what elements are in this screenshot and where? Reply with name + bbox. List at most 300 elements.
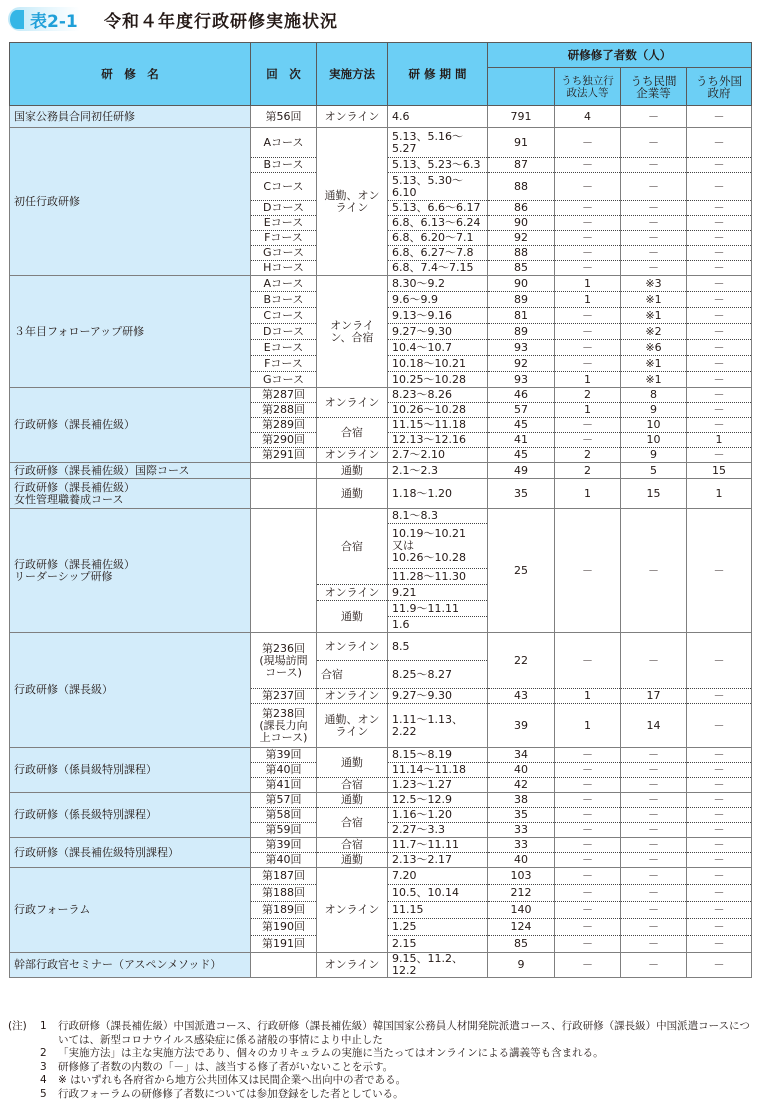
cell-private: 17 xyxy=(621,689,687,704)
cell-private: 9 xyxy=(621,448,687,463)
cell-round: Dコース xyxy=(251,201,317,216)
cell-period: 8.25～8.27 xyxy=(388,661,488,689)
footnotes xyxy=(8,1020,753,1101)
cell-iai: 2 xyxy=(555,448,621,463)
cell-iai: 1 xyxy=(555,276,621,292)
footnote-item xyxy=(8,1074,753,1088)
cell-round xyxy=(251,463,317,479)
cell-total: 88 xyxy=(488,173,555,201)
cell-method: 合宿 xyxy=(317,808,388,838)
cell-iai: － xyxy=(555,128,621,158)
cell-period: 5.13、5.23～6.3 xyxy=(388,158,488,173)
footnote-text: ※ はいずれも各府省から地方公共団体又は民間企業へ出向中の者である。 xyxy=(58,1074,407,1086)
cell-total: 9 xyxy=(488,953,555,978)
cell-total: 124 xyxy=(488,919,555,936)
cell-method: オンライン xyxy=(317,388,388,418)
header-period: 研 修 期 間 xyxy=(388,43,488,106)
cell-period: 5.13、6.6～6.17 xyxy=(388,201,488,216)
cell-period: 6.8、7.4～7.15 xyxy=(388,261,488,276)
header-round: 回 次 xyxy=(251,43,317,106)
cell-total: 791 xyxy=(488,106,555,128)
cell-private: － xyxy=(621,106,687,128)
table-row xyxy=(10,388,752,403)
cell-method: オンライン xyxy=(317,689,388,704)
cell-private: － xyxy=(621,633,687,689)
footnote-number: 3 xyxy=(40,1060,47,1073)
row-name: 行政研修（係員級特別課程） xyxy=(10,748,251,793)
cell-total: 90 xyxy=(488,216,555,231)
cell-method: オンライン xyxy=(317,868,388,953)
cell-private: ※1 xyxy=(621,308,687,324)
cell-period: 8.1～8.3 xyxy=(388,509,488,524)
table-row xyxy=(10,128,752,158)
cell-iai: － xyxy=(555,919,621,936)
cell-total: 33 xyxy=(488,838,555,853)
footnote-indent xyxy=(8,1074,40,1088)
cell-round: Bコース xyxy=(251,158,317,173)
cell-private: － xyxy=(621,158,687,173)
cell-foreign: － xyxy=(687,173,752,201)
cell-total: 33 xyxy=(488,823,555,838)
cell-round: 第39回 xyxy=(251,748,317,763)
table-row xyxy=(10,793,752,808)
cell-iai: － xyxy=(555,763,621,778)
header-sub-private: うち民間企業等 xyxy=(621,68,687,106)
cell-foreign: － xyxy=(687,356,752,372)
cell-total: 90 xyxy=(488,276,555,292)
cell-period: 4.6 xyxy=(388,106,488,128)
cell-period: 2.1～2.3 xyxy=(388,463,488,479)
cell-iai: － xyxy=(555,340,621,356)
cell-total: 85 xyxy=(488,261,555,276)
row-name-line1: 行政研修（課長補佐級） xyxy=(14,480,135,494)
cell-iai: 1 xyxy=(555,403,621,418)
footnote-text: 行政フォーラムの研修修了者数については参加登録をした者としている。 xyxy=(58,1087,404,1100)
cell-round: 第237回 xyxy=(251,689,317,704)
cell-round: 第290回 xyxy=(251,433,317,448)
cell-foreign: － xyxy=(687,953,752,978)
footnote-number: 1 xyxy=(40,1020,47,1032)
cell-method: 通勤、オンライン xyxy=(317,704,388,748)
cell-foreign: － xyxy=(687,292,752,308)
cell-period: 9.27～9.30 xyxy=(388,689,488,704)
cell-iai: － xyxy=(555,158,621,173)
cell-foreign: 1 xyxy=(687,479,752,509)
cell-iai: 1 xyxy=(555,689,621,704)
cell-private: － xyxy=(621,793,687,808)
cell-period: 11.15 xyxy=(388,902,488,919)
footnote-text: 行政研修（課長補佐級）中国派遣コース、行政研修（課長補佐級）韓国国家公務員人材開発院派遣コース、行政研修（課長級）中国派遣コースについては、新型コロナウイルス感染症に係る諸般の事情により中止した xyxy=(58,1020,750,1046)
cell-private: ※6 xyxy=(621,340,687,356)
cell-iai: － xyxy=(555,838,621,853)
cell-period: 5.13、5.16～5.27 xyxy=(388,128,488,158)
cell-iai: － xyxy=(555,808,621,823)
cell-period: 8.30～9.2 xyxy=(388,276,488,292)
cell-iai: － xyxy=(555,823,621,838)
period-line: 10.19～10.21 xyxy=(392,527,466,540)
cell-foreign: － xyxy=(687,372,752,388)
cell-period: 11.28～11.30 xyxy=(388,569,488,585)
cell-foreign: － xyxy=(687,853,752,868)
cell-method: 通勤 xyxy=(317,853,388,868)
row-name: 行政研修（課長補佐級） xyxy=(10,388,251,463)
cell-period: 9.21 xyxy=(388,585,488,601)
cell-private: － xyxy=(621,953,687,978)
table-row xyxy=(10,509,752,524)
footnote-item xyxy=(8,1061,753,1075)
period-line: 10.26～10.28 xyxy=(392,551,466,564)
cell-round: 第56回 xyxy=(251,106,317,128)
cell-round xyxy=(251,953,317,978)
cell-period: 11.15～11.18 xyxy=(388,418,488,433)
cell-round-blank xyxy=(251,509,317,633)
row-name: 初任行政研修 xyxy=(10,128,251,276)
cell-foreign: － xyxy=(687,689,752,704)
row-name: 行政研修（課長補佐級特別課程） xyxy=(10,838,251,868)
cell-foreign: － xyxy=(687,231,752,246)
cell-round: Cコース xyxy=(251,173,317,201)
cell-round: Gコース xyxy=(251,246,317,261)
header-total-blank xyxy=(488,68,555,106)
cell-period: 8.15～8.19 xyxy=(388,748,488,763)
cell-total: 89 xyxy=(488,292,555,308)
row-name: 行政研修（課長補佐級）国際コース xyxy=(10,463,251,479)
cell-round: 第189回 xyxy=(251,902,317,919)
cell-iai: － xyxy=(555,173,621,201)
table-row xyxy=(10,276,752,292)
cell-foreign: － xyxy=(687,748,752,763)
cell-total: 212 xyxy=(488,885,555,902)
cell-period xyxy=(388,704,488,748)
cell-method: 合宿 xyxy=(317,509,388,585)
cell-foreign: － xyxy=(687,936,752,953)
cell-iai: － xyxy=(555,633,621,689)
table-row xyxy=(10,479,752,509)
cell-total: 45 xyxy=(488,448,555,463)
cell-iai: － xyxy=(555,793,621,808)
cell-period: 10.18～10.21 xyxy=(388,356,488,372)
cell-iai: － xyxy=(555,509,621,633)
cell-foreign: － xyxy=(687,919,752,936)
footnote-indent xyxy=(8,1088,40,1102)
cell-iai: － xyxy=(555,902,621,919)
cell-round: 第287回 xyxy=(251,388,317,403)
cell-iai: 2 xyxy=(555,388,621,403)
row-name xyxy=(10,509,251,633)
footnote-text: 研修修了者数の内数の「－」は、該当する修了者がいないことを示す。 xyxy=(58,1060,394,1073)
cell-foreign: － xyxy=(687,158,752,173)
cell-private: － xyxy=(621,919,687,936)
cell-round: 第191回 xyxy=(251,936,317,953)
table-row xyxy=(10,953,752,978)
cell-foreign: － xyxy=(687,324,752,340)
cell-round: Fコース xyxy=(251,231,317,246)
cell-private: － xyxy=(621,261,687,276)
cell-round: Eコース xyxy=(251,216,317,231)
cell-iai: － xyxy=(555,246,621,261)
row-name xyxy=(10,479,251,509)
cell-total: 49 xyxy=(488,463,555,479)
cell-foreign: － xyxy=(687,246,752,261)
row-name-line2: リーダーシップ研修 xyxy=(14,569,113,583)
cell-method: オンライン xyxy=(317,106,388,128)
cell-method: 通勤 xyxy=(317,793,388,808)
cell-round xyxy=(251,633,317,689)
cell-method: 合宿 xyxy=(317,838,388,853)
row-name: 国家公務員合同初任研修 xyxy=(10,106,251,128)
cell-foreign: － xyxy=(687,808,752,823)
cell-iai: － xyxy=(555,231,621,246)
cell-foreign: － xyxy=(687,823,752,838)
cell-private: － xyxy=(621,748,687,763)
cell-foreign: － xyxy=(687,201,752,216)
cell-iai: 2 xyxy=(555,463,621,479)
cell-method: オンライン xyxy=(317,953,388,978)
cell-private: 10 xyxy=(621,433,687,448)
cell-private: － xyxy=(621,853,687,868)
cell-total: 38 xyxy=(488,793,555,808)
cell-iai: － xyxy=(555,778,621,793)
cell-foreign: － xyxy=(687,509,752,633)
cell-foreign: － xyxy=(687,340,752,356)
cell-period: 6.8、6.20～7.1 xyxy=(388,231,488,246)
footnote-item xyxy=(8,1088,753,1102)
cell-period: 12.13～12.16 xyxy=(388,433,488,448)
cell-total: 88 xyxy=(488,246,555,261)
cell-iai: － xyxy=(555,308,621,324)
cell-iai: － xyxy=(555,936,621,953)
cell-round: 第57回 xyxy=(251,793,317,808)
cell-round: Bコース xyxy=(251,292,317,308)
cell-method: オンライン xyxy=(317,448,388,463)
cell-period: 9.6～9.9 xyxy=(388,292,488,308)
table-number-badge xyxy=(8,7,78,31)
table-title-text: 令和４年度行政研修実施状況 xyxy=(104,11,338,32)
cell-total: 92 xyxy=(488,356,555,372)
cell-private: ※3 xyxy=(621,276,687,292)
cell-private: － xyxy=(621,763,687,778)
cell-total: 46 xyxy=(488,388,555,403)
cell-total: 35 xyxy=(488,479,555,509)
cell-iai: － xyxy=(555,261,621,276)
cell-round: Gコース xyxy=(251,372,317,388)
cell-round: 第58回 xyxy=(251,808,317,823)
header-completers: 研修修了者数（人） xyxy=(488,43,752,68)
period-line: 2.22 xyxy=(392,724,417,738)
cell-foreign: 15 xyxy=(687,463,752,479)
cell-period: 1.18～1.20 xyxy=(388,479,488,509)
cell-round: 第187回 xyxy=(251,868,317,885)
cell-private: － xyxy=(621,936,687,953)
cell-total: 41 xyxy=(488,433,555,448)
cell-round: 第59回 xyxy=(251,823,317,838)
cell-round: 第291回 xyxy=(251,448,317,463)
footnote-number: 5 xyxy=(40,1087,47,1100)
row-name: 行政研修（係長級特別課程） xyxy=(10,793,251,838)
cell-iai: 1 xyxy=(555,704,621,748)
cell-private: － xyxy=(621,173,687,201)
cell-period: 1.6 xyxy=(388,617,488,633)
cell-private: － xyxy=(621,838,687,853)
cell-private: － xyxy=(621,246,687,261)
cell-round: 第40回 xyxy=(251,853,317,868)
cell-round xyxy=(251,704,317,748)
cell-total: 22 xyxy=(488,633,555,689)
cell-method: 通勤 xyxy=(317,601,388,633)
cell-round: 第188回 xyxy=(251,885,317,902)
cell-private: ※1 xyxy=(621,372,687,388)
cell-iai: － xyxy=(555,324,621,340)
cell-method: 通勤 xyxy=(317,463,388,479)
cell-round: Aコース xyxy=(251,128,317,158)
cell-period: 10.25～10.28 xyxy=(388,372,488,388)
cell-period: 8.23～8.26 xyxy=(388,388,488,403)
header-name: 研 修 名 xyxy=(10,43,251,106)
cell-round: 第190回 xyxy=(251,919,317,936)
cell-total: 140 xyxy=(488,902,555,919)
cell-iai: － xyxy=(555,216,621,231)
cell-foreign: － xyxy=(687,216,752,231)
cell-private: 15 xyxy=(621,479,687,509)
cell-period: 9.13～9.16 xyxy=(388,308,488,324)
cell-round: 第288回 xyxy=(251,403,317,418)
cell-period: 9.15、11.2、12.2 xyxy=(388,953,488,978)
cell-iai: 1 xyxy=(555,292,621,308)
cell-round: 第289回 xyxy=(251,418,317,433)
cell-private: － xyxy=(621,823,687,838)
cell-iai: － xyxy=(555,885,621,902)
cell-method: 通勤 xyxy=(317,479,388,509)
cell-iai: 4 xyxy=(555,106,621,128)
cell-total: 45 xyxy=(488,418,555,433)
row-name: 行政フォーラム xyxy=(10,868,251,953)
cell-total: 92 xyxy=(488,231,555,246)
cell-round: 第41回 xyxy=(251,778,317,793)
cell-total: 57 xyxy=(488,403,555,418)
cell-iai: － xyxy=(555,853,621,868)
cell-total: 34 xyxy=(488,748,555,763)
cell-period: 6.8、6.13～6.24 xyxy=(388,216,488,231)
cell-period: 2.7～2.10 xyxy=(388,448,488,463)
cell-total: 89 xyxy=(488,324,555,340)
round-line: 第238回 xyxy=(262,706,305,720)
cell-method: 合宿 xyxy=(317,418,388,448)
round-line: コース) xyxy=(265,665,302,679)
cell-total: 43 xyxy=(488,689,555,704)
cell-method: 通勤、オンライン xyxy=(317,128,388,276)
cell-foreign: － xyxy=(687,902,752,919)
cell-iai: － xyxy=(555,418,621,433)
cell-total: 25 xyxy=(488,509,555,633)
footnote-indent xyxy=(8,1047,40,1061)
cell-private: － xyxy=(621,778,687,793)
cell-iai: 1 xyxy=(555,479,621,509)
round-line: (現場訪問 xyxy=(259,653,308,667)
cell-private: 5 xyxy=(621,463,687,479)
cell-total: 103 xyxy=(488,868,555,885)
cell-foreign: 1 xyxy=(687,433,752,448)
cell-foreign: － xyxy=(687,778,752,793)
cell-private: ※2 xyxy=(621,324,687,340)
badge-curl-decoration xyxy=(10,10,24,29)
cell-method: 通勤 xyxy=(317,748,388,778)
cell-period: 5.13、5.30～6.10 xyxy=(388,173,488,201)
cell-period: 10.26～10.28 xyxy=(388,403,488,418)
cell-private: ※1 xyxy=(621,292,687,308)
cell-period: 10.4～10.7 xyxy=(388,340,488,356)
table-row xyxy=(10,838,752,853)
footnote-item xyxy=(8,1020,753,1047)
cell-foreign: － xyxy=(687,704,752,748)
table-row xyxy=(10,106,752,128)
period-line: 又は xyxy=(392,539,414,552)
cell-foreign: － xyxy=(687,261,752,276)
cell-foreign: － xyxy=(687,418,752,433)
cell-private: － xyxy=(621,201,687,216)
cell-foreign: － xyxy=(687,388,752,403)
cell-total: 87 xyxy=(488,158,555,173)
cell-private: 10 xyxy=(621,418,687,433)
round-line: 第236回 xyxy=(262,641,305,655)
cell-period: 9.27～9.30 xyxy=(388,324,488,340)
cell-period: 2.13～2.17 xyxy=(388,853,488,868)
cell-period: 1.23～1.27 xyxy=(388,778,488,793)
cell-round: 第39回 xyxy=(251,838,317,853)
cell-private: － xyxy=(621,885,687,902)
cell-foreign: － xyxy=(687,633,752,689)
cell-private: 9 xyxy=(621,403,687,418)
header-sub-iai: うち独立行政法人等 xyxy=(555,68,621,106)
round-line: 上コース) xyxy=(259,730,308,744)
cell-round: Hコース xyxy=(251,261,317,276)
cell-total: 81 xyxy=(488,308,555,324)
header-method: 実施方法 xyxy=(317,43,388,106)
row-name: 幹部行政官セミナー（アスペンメソッド） xyxy=(10,953,251,978)
table-row xyxy=(10,868,752,885)
header-sub-foreign: うち外国政府 xyxy=(687,68,752,106)
footnote-text: 「実施方法」は主な実施方法であり、個々のカリキュラムの実施に当たってはオンラインによる講義等も含まれる。 xyxy=(58,1047,604,1059)
row-name-line2: 女性管理職養成コース xyxy=(14,492,124,506)
cell-total: 40 xyxy=(488,763,555,778)
cell-foreign: － xyxy=(687,106,752,128)
table-row xyxy=(10,633,752,661)
period-line: 1.11～1.13、 xyxy=(392,712,463,726)
cell-total: 93 xyxy=(488,340,555,356)
cell-private: 14 xyxy=(621,704,687,748)
row-name-line1: 行政研修（課長補佐級） xyxy=(14,557,135,571)
cell-method: 合宿 xyxy=(317,661,388,689)
cell-foreign: － xyxy=(687,403,752,418)
cell-method: 合宿 xyxy=(317,778,388,793)
cell-private: － xyxy=(621,868,687,885)
cell-foreign: － xyxy=(687,885,752,902)
cell-foreign: － xyxy=(687,793,752,808)
cell-foreign: － xyxy=(687,763,752,778)
footnote-number: 2 xyxy=(40,1047,47,1059)
cell-private: － xyxy=(621,216,687,231)
cell-round: Cコース xyxy=(251,308,317,324)
cell-private: － xyxy=(621,231,687,246)
cell-foreign: － xyxy=(687,868,752,885)
cell-round: Eコース xyxy=(251,340,317,356)
cell-iai: － xyxy=(555,748,621,763)
cell-round: Dコース xyxy=(251,324,317,340)
cell-period: 7.20 xyxy=(388,868,488,885)
table-row xyxy=(10,463,752,479)
cell-round: 第40回 xyxy=(251,763,317,778)
footnote-number: 4 xyxy=(40,1074,47,1086)
footnote-lead: (注) xyxy=(8,1020,27,1032)
